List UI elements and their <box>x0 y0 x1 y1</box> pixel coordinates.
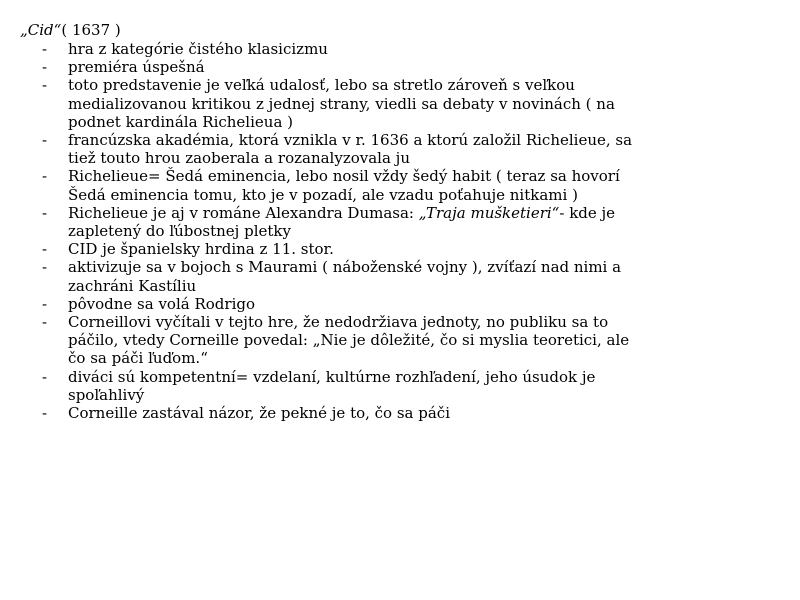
list-item <box>20 258 640 294</box>
list-item-text-before: Richelieue je aj v románe Alexandra Dumasa: <box>68 203 419 222</box>
bullet-dash: - <box>42 404 48 423</box>
list-item-text: premiéra úspešná <box>68 58 205 77</box>
list-item <box>20 240 640 258</box>
heading-year: ( 1637 ) <box>61 21 121 39</box>
list-item-text: toto predstavenie je veľká udalosť, lebo sa stretlo zároveň s veľkou medializovanou kritikou z jednej strany, viedli sa debaty v novinách ( na podnet kardinála Richelieua ) <box>68 76 615 131</box>
bullet-dash: - <box>42 58 48 77</box>
list-item-text: francúzska akadémia, ktorá vznikla v r. 1636 a ktorú založil Richelieue, sa tiež touto hrou zaoberala a rozanalyzovala ju <box>68 131 633 168</box>
list-item <box>20 40 640 58</box>
list-item-text: Corneillovi vyčítali v tejto hre, že nedodržiava jednoty, no publiku sa to páčilo, vtedy Corneille povedal: „Nie je dôležité, čo si myslia teoretici, ale čo sa páči ľuďom.“ <box>68 313 630 368</box>
bullet-dash: - <box>42 203 48 222</box>
list-item-text-after: - kde je zapletený do ľúbostnej pletky <box>68 203 616 241</box>
bullet-dash: - <box>42 131 48 150</box>
book-title-italic: „Traja mušketieri“ <box>418 203 560 222</box>
list-item <box>20 131 640 167</box>
bullet-dash: - <box>42 313 48 332</box>
bullet-dash: - <box>42 167 48 186</box>
bullet-list <box>20 40 640 422</box>
list-item <box>20 404 640 422</box>
heading-title: „Cid“ <box>20 21 62 39</box>
list-item <box>20 295 640 313</box>
list-item <box>20 204 640 240</box>
bullet-dash: - <box>42 294 48 313</box>
list-item <box>20 313 640 368</box>
bullet-dash: - <box>42 40 48 58</box>
list-item <box>20 76 640 131</box>
list-item <box>20 368 640 404</box>
list-item <box>20 167 640 203</box>
list-item-text: diváci sú kompetentní= vzdelaní, kultúrne rozhľadení, jeho úsudok je spoľahlivý <box>68 367 596 404</box>
list-item <box>20 58 640 76</box>
document-page <box>20 21 640 422</box>
list-item-text: pôvodne sa volá Rodrigo <box>68 294 255 313</box>
bullet-dash: - <box>42 258 48 277</box>
list-item-text: Corneille zastával názor, že pekné je to, čo sa páči <box>68 404 451 423</box>
list-item-text: CID je španielsky hrdina z 11. stor. <box>68 240 334 259</box>
bullet-dash: - <box>42 367 48 386</box>
document-heading <box>20 21 640 39</box>
list-item-text: hra z kategórie čistého klasicizmu <box>68 40 328 58</box>
list-item-text: aktivizuje sa v bojoch s Maurami ( náboženské vojny ), zvíťazí nad nimi a zachráni Kastíliu <box>68 258 622 295</box>
bullet-dash: - <box>42 240 48 259</box>
list-item-text: Richelieue= Šedá eminencia, lebo nosil vždy šedý habit ( teraz sa hovorí Šedá eminencia tomu, kto je v pozadí, ale vzadu poťahuje nitkami ) <box>68 167 620 204</box>
bullet-dash: - <box>42 76 48 95</box>
